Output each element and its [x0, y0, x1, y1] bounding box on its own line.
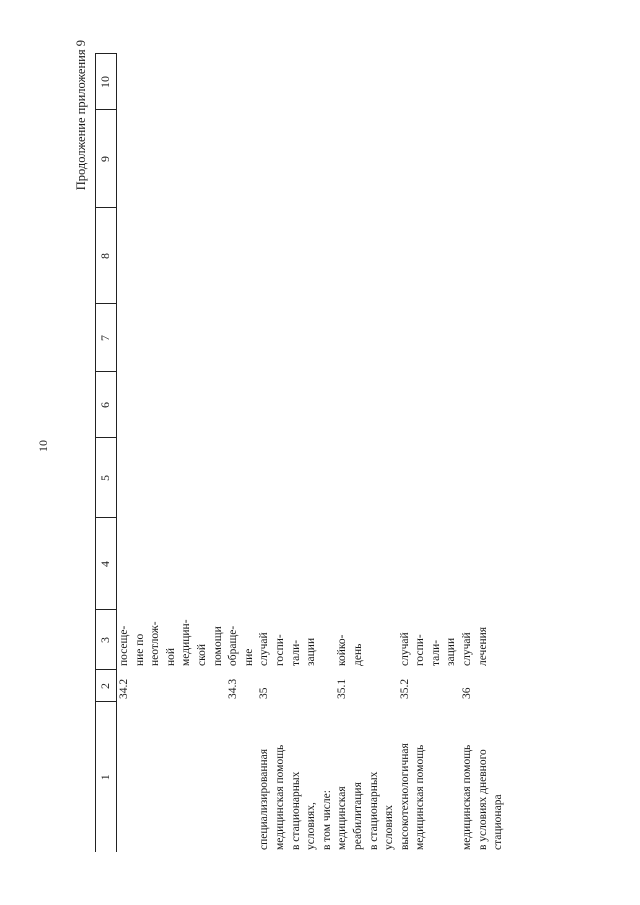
header-col-3: 3: [96, 610, 117, 670]
header-col-1: 1: [96, 702, 117, 852]
empty-cell: [117, 208, 258, 304]
cell-line: 34.3: [227, 678, 240, 699]
cell-line: условиях,: [305, 802, 318, 850]
empty-cell: [257, 518, 460, 610]
header-col-9: 9: [96, 110, 117, 208]
cell-line: 35: [258, 687, 271, 699]
empty-cell: [117, 372, 258, 438]
page-number: 10: [36, 440, 50, 452]
empty-cell: [257, 208, 460, 304]
cell-line: в стационарных: [289, 771, 302, 850]
cell-line: посеще-: [118, 625, 130, 666]
empty-cell: [117, 518, 258, 610]
cell-line: стационара: [492, 794, 505, 850]
cell-line: ной: [164, 647, 177, 666]
profile-cell: [117, 702, 258, 852]
cell-line: в том числе:: [320, 790, 333, 850]
profile-cell: [257, 702, 460, 852]
cell-line: обраще-: [227, 625, 240, 666]
code-cell: [460, 670, 507, 702]
header-col-7: 7: [96, 304, 117, 372]
cell-line: [382, 670, 398, 699]
header-col-2: 2: [96, 670, 117, 702]
header-col-4: 4: [96, 518, 117, 610]
code-cell: [257, 670, 460, 702]
empty-cell: [117, 438, 258, 518]
cell-line: койко-: [336, 634, 349, 666]
code-cell: [117, 670, 258, 702]
cell-line: госпи-: [273, 634, 286, 666]
cell-line: специализированная: [258, 748, 271, 850]
cell-line: медицинская помощь: [414, 744, 427, 850]
header-col-6: 6: [96, 372, 117, 438]
cell-line: ние: [242, 648, 255, 666]
cell-line: [351, 670, 367, 699]
empty-cell: [460, 304, 507, 372]
cell-line: случай: [258, 632, 271, 666]
empty-cell: [460, 518, 507, 610]
cell-line: 35.2: [398, 678, 411, 699]
table-row: [257, 54, 460, 852]
empty-cell: [257, 110, 460, 208]
rotated-page-content: [50, 30, 610, 900]
cell-line: высокотехнологичная: [398, 743, 411, 850]
cell-line: случай: [461, 632, 474, 666]
cell-line: условиях: [383, 805, 396, 850]
cell-line: 34.2: [118, 678, 130, 699]
empty-cell: [117, 54, 258, 110]
cell-line: зации: [445, 637, 458, 666]
empty-cell: [460, 54, 507, 110]
table-row: [460, 54, 507, 852]
cell-line: медицинская: [336, 786, 349, 850]
appendix-table: [95, 54, 507, 853]
cell-line: лечения: [476, 626, 489, 666]
cell-line: [179, 670, 195, 699]
empty-cell: [117, 110, 258, 208]
cell-line: случай: [398, 632, 411, 666]
empty-cell: [257, 304, 460, 372]
cell-line: медицин-: [180, 619, 193, 666]
cell-line: тали-: [289, 639, 302, 666]
cell-line: медицинская помощь: [461, 744, 474, 850]
cell-line: 36: [461, 687, 474, 699]
empty-cell: [257, 372, 460, 438]
cell-line: зации: [305, 637, 318, 666]
cell-line: реабилитация: [351, 782, 364, 850]
cell-line: [304, 670, 320, 699]
cell-line: в стационарных: [367, 771, 380, 850]
header-col-8: 8: [96, 208, 117, 304]
unit-cell: [460, 610, 507, 670]
cell-line: [367, 670, 383, 699]
cell-line: госпи-: [414, 634, 427, 666]
cell-line: тали-: [429, 639, 442, 666]
header-col-5: 5: [96, 438, 117, 518]
cell-line: [367, 610, 383, 666]
empty-cell: [117, 304, 258, 372]
unit-cell: [257, 610, 460, 670]
cell-line: [211, 670, 227, 699]
empty-cell: [257, 54, 460, 110]
cell-line: [164, 670, 180, 699]
empty-cell: [460, 110, 507, 208]
cell-line: ской: [195, 643, 208, 666]
cell-line: [195, 670, 211, 699]
cell-line: ние по: [133, 633, 146, 666]
unit-cell: [117, 610, 258, 670]
cell-line: [289, 670, 305, 699]
cell-line: [273, 670, 289, 699]
cell-line: [148, 670, 164, 699]
continuation-heading: Продолжение приложения 9: [74, 40, 88, 191]
table-row: [117, 54, 258, 852]
empty-cell: [460, 208, 507, 304]
cell-line: в условиях дневного: [476, 749, 489, 850]
empty-cell: [257, 438, 460, 518]
cell-line: [133, 670, 149, 699]
cell-line: [320, 670, 336, 699]
cell-line: [382, 610, 398, 666]
table-header-row: [96, 54, 117, 852]
cell-line: неотлож-: [149, 621, 162, 666]
cell-line: день: [351, 643, 364, 666]
empty-cell: [460, 372, 507, 438]
cell-line: медицинская помощь: [273, 744, 286, 850]
cell-line: помощи: [211, 626, 224, 666]
empty-cell: [460, 438, 507, 518]
cell-line: [320, 610, 336, 666]
header-col-10: 10: [96, 54, 117, 110]
profile-cell: [460, 702, 507, 852]
cell-line: 35.1: [336, 678, 349, 699]
